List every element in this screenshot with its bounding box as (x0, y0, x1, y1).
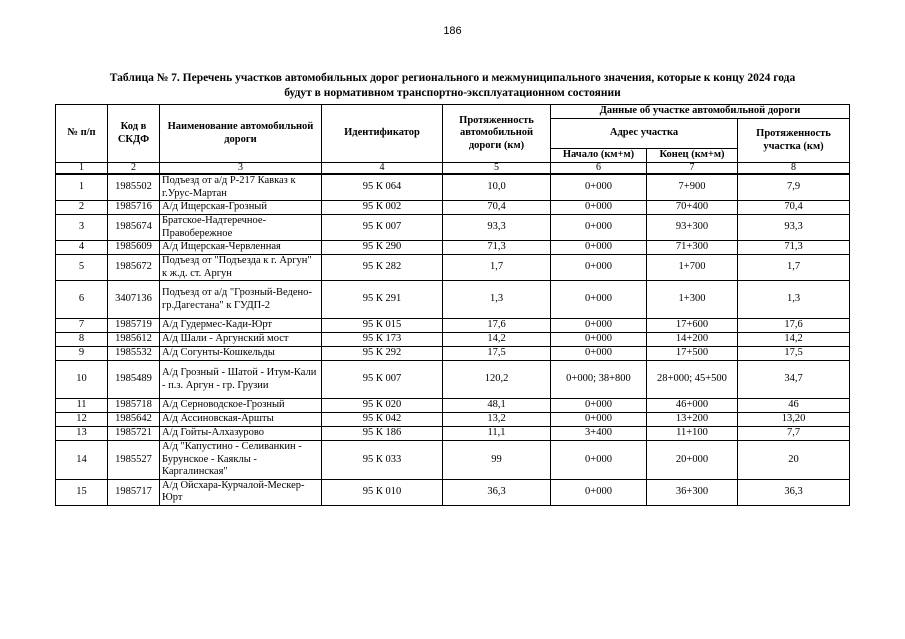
road-identifier: 95 К 020 (322, 399, 443, 413)
section-start: 0+000; 38+800 (551, 361, 647, 399)
section-end: 70+400 (647, 201, 738, 215)
table-row (56, 201, 850, 215)
table-row (56, 174, 850, 201)
road-name: А/д "Капустино - Селиванкин - Бурунское - Каяклы - Каргалинская" (160, 441, 322, 480)
section-end: 13+200 (647, 413, 738, 427)
section-length: 17,6 (738, 319, 850, 333)
skdf-code: 1985674 (108, 215, 160, 241)
table-body (56, 174, 850, 505)
row-number: 12 (56, 413, 108, 427)
row-number: 14 (56, 441, 108, 480)
section-start: 0+000 (551, 333, 647, 347)
road-identifier: 95 К 292 (322, 347, 443, 361)
section-end: 1+700 (647, 255, 738, 281)
section-length: 14,2 (738, 333, 850, 347)
section-end: 14+200 (647, 333, 738, 347)
section-start: 0+000 (551, 241, 647, 255)
header-code: Код в СКДФ (108, 105, 160, 163)
table-title-line-1: Таблица № 7. Перечень участков автомобильных дорог регионального и межмуниципального значения, которые к концу 2024 года (109, 72, 796, 84)
section-end: 17+500 (647, 347, 738, 361)
road-length: 14,2 (443, 333, 551, 347)
road-identifier: 95 К 010 (322, 479, 443, 505)
table-header (56, 105, 850, 175)
header-end: Конец (км+м) (647, 149, 738, 163)
table-title-line-2: будут в нормативном транспортно-эксплуатационном состоянии (284, 87, 621, 99)
row-number: 5 (56, 255, 108, 281)
column-number: 5 (443, 163, 551, 175)
road-name: А/д Ищерская-Червленная (160, 241, 322, 255)
road-identifier: 95 К 290 (322, 241, 443, 255)
table-row (56, 427, 850, 441)
road-identifier: 95 К 015 (322, 319, 443, 333)
section-start: 0+000 (551, 201, 647, 215)
header-identifier: Идентификатор (322, 105, 443, 163)
column-number: 1 (56, 163, 108, 175)
section-length: 93,3 (738, 215, 850, 241)
road-identifier: 95 К 007 (322, 215, 443, 241)
skdf-code: 1985717 (108, 479, 160, 505)
table-row (56, 241, 850, 255)
section-length: 34,7 (738, 361, 850, 399)
column-number: 3 (160, 163, 322, 175)
section-length: 1,7 (738, 255, 850, 281)
table-row (56, 479, 850, 505)
table-row (56, 399, 850, 413)
section-length: 7,7 (738, 427, 850, 441)
road-identifier: 95 К 064 (322, 174, 443, 201)
table-row (56, 215, 850, 241)
road-length: 17,6 (443, 319, 551, 333)
section-start: 0+000 (551, 413, 647, 427)
skdf-code: 1985719 (108, 319, 160, 333)
section-length: 7,9 (738, 174, 850, 201)
road-name: А/д Шали - Аргунский мост (160, 333, 322, 347)
row-number: 15 (56, 479, 108, 505)
row-number: 3 (56, 215, 108, 241)
section-length: 13,20 (738, 413, 850, 427)
column-numbers-row (56, 163, 850, 175)
section-start: 0+000 (551, 347, 647, 361)
table-row (56, 333, 850, 347)
row-number: 9 (56, 347, 108, 361)
road-length: 70,4 (443, 201, 551, 215)
road-identifier: 95 К 186 (322, 427, 443, 441)
section-length: 71,3 (738, 241, 850, 255)
section-length: 20 (738, 441, 850, 480)
road-name: А/д Ойсхара-Курчалой-Мескер-Юрт (160, 479, 322, 505)
road-length: 10,0 (443, 174, 551, 201)
road-length: 93,3 (443, 215, 551, 241)
skdf-code: 3407136 (108, 281, 160, 319)
column-number: 6 (551, 163, 647, 175)
road-name: А/д Ассиновская-Аршты (160, 413, 322, 427)
skdf-code: 1985502 (108, 174, 160, 201)
road-name: А/д Согунты-Кошкельды (160, 347, 322, 361)
section-start: 0+000 (551, 399, 647, 413)
section-end: 46+000 (647, 399, 738, 413)
section-end: 93+300 (647, 215, 738, 241)
skdf-code: 1985718 (108, 399, 160, 413)
section-start: 0+000 (551, 255, 647, 281)
road-length: 17,5 (443, 347, 551, 361)
row-number: 2 (56, 201, 108, 215)
row-number: 11 (56, 399, 108, 413)
section-end: 28+000; 45+500 (647, 361, 738, 399)
road-name: А/д Гойты-Алхазурово (160, 427, 322, 441)
road-length: 99 (443, 441, 551, 480)
header-road-name: Наименование автомобильной дороги (160, 105, 322, 163)
road-identifier: 95 К 282 (322, 255, 443, 281)
section-end: 17+600 (647, 319, 738, 333)
section-end: 20+000 (647, 441, 738, 480)
road-name: А/д Гудермес-Кади-Юрт (160, 319, 322, 333)
section-length: 36,3 (738, 479, 850, 505)
road-identifier: 95 К 033 (322, 441, 443, 480)
road-identifier: 95 К 042 (322, 413, 443, 427)
table-row (56, 441, 850, 480)
row-number: 7 (56, 319, 108, 333)
section-end: 1+300 (647, 281, 738, 319)
road-identifier: 95 К 291 (322, 281, 443, 319)
section-end: 36+300 (647, 479, 738, 505)
header-address: Адрес участка (551, 119, 738, 149)
header-start: Начало (км+м) (551, 149, 647, 163)
header-section-length: Протяженность участка (км) (738, 119, 850, 163)
road-name: Подъезд от "Подъезда к г. Аргун" к ж.д. ст. Аргун (160, 255, 322, 281)
column-number: 4 (322, 163, 443, 175)
road-identifier: 95 К 007 (322, 361, 443, 399)
section-end: 71+300 (647, 241, 738, 255)
row-number: 10 (56, 361, 108, 399)
skdf-code: 1985527 (108, 441, 160, 480)
road-name: Подъезд от а/д "Грозный-Ведено-гр.Дагестана" к ГУДП-2 (160, 281, 322, 319)
section-start: 0+000 (551, 441, 647, 480)
table-row (56, 255, 850, 281)
skdf-code: 1985489 (108, 361, 160, 399)
page-number: 186 (443, 25, 462, 37)
road-length: 1,7 (443, 255, 551, 281)
section-start: 0+000 (551, 479, 647, 505)
road-length: 120,2 (443, 361, 551, 399)
road-identifier: 95 К 173 (322, 333, 443, 347)
skdf-code: 1985672 (108, 255, 160, 281)
column-number: 7 (647, 163, 738, 175)
section-end: 7+900 (647, 174, 738, 201)
skdf-code: 1985532 (108, 347, 160, 361)
row-number: 4 (56, 241, 108, 255)
section-length: 46 (738, 399, 850, 413)
skdf-code: 1985612 (108, 333, 160, 347)
roads-table (55, 104, 850, 506)
section-start: 0+000 (551, 281, 647, 319)
row-number: 8 (56, 333, 108, 347)
section-length: 17,5 (738, 347, 850, 361)
table-row (56, 361, 850, 399)
section-start: 0+000 (551, 319, 647, 333)
row-number: 13 (56, 427, 108, 441)
road-name: А/д Грозный - Шатой - Итум-Кали - п.з. Аргун - гр. Грузии (160, 361, 322, 399)
skdf-code: 1985609 (108, 241, 160, 255)
header-road-length: Протяженность автомобильной дороги (км) (443, 105, 551, 163)
row-number: 1 (56, 174, 108, 201)
header-num: № п/п (56, 105, 108, 163)
section-start: 0+000 (551, 215, 647, 241)
road-length: 71,3 (443, 241, 551, 255)
section-length: 70,4 (738, 201, 850, 215)
road-name: А/д Серноводское-Грозный (160, 399, 322, 413)
column-number: 2 (108, 163, 160, 175)
section-start: 0+000 (551, 174, 647, 201)
road-length: 1,3 (443, 281, 551, 319)
section-length: 1,3 (738, 281, 850, 319)
skdf-code: 1985716 (108, 201, 160, 215)
section-start: 3+400 (551, 427, 647, 441)
road-length: 36,3 (443, 479, 551, 505)
column-number: 8 (738, 163, 850, 175)
table-row (56, 281, 850, 319)
skdf-code: 1985721 (108, 427, 160, 441)
road-name: А/д Ищерская-Грозный (160, 201, 322, 215)
road-identifier: 95 К 002 (322, 201, 443, 215)
row-number: 6 (56, 281, 108, 319)
table-row (56, 413, 850, 427)
header-section-data: Данные об участке автомобильной дороги (551, 105, 850, 119)
table-row (56, 347, 850, 361)
road-length: 11,1 (443, 427, 551, 441)
skdf-code: 1985642 (108, 413, 160, 427)
table-row (56, 319, 850, 333)
road-length: 48,1 (443, 399, 551, 413)
section-end: 11+100 (647, 427, 738, 441)
road-length: 13,2 (443, 413, 551, 427)
table-title (40, 71, 865, 101)
road-name: Братское-Надтеречное-Правобережное (160, 215, 322, 241)
road-name: Подъезд от а/д Р-217 Кавказ к г.Урус-Мартан (160, 174, 322, 201)
